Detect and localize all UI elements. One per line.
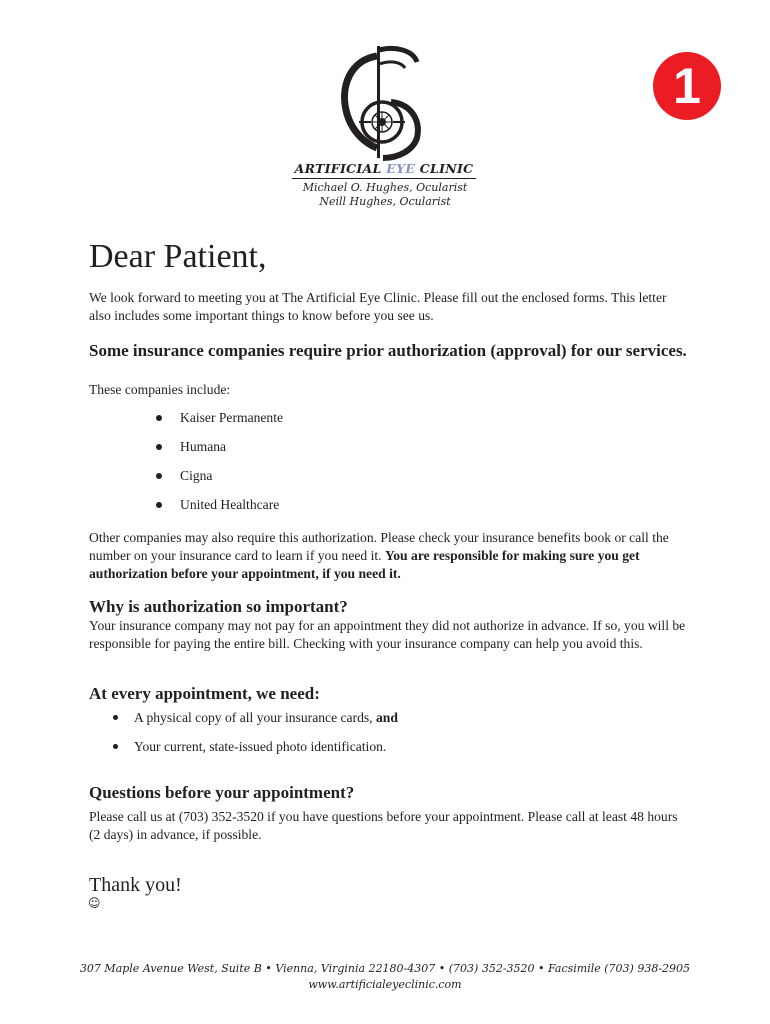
clinic-name-part3: CLINIC: [415, 161, 474, 176]
companies-intro: These companies include:: [89, 382, 231, 397]
authorization-heading: Some insurance companies require prior authorization (approval) for our services.: [89, 341, 687, 360]
other-companies-paragraph: [89, 529, 689, 583]
insurance-company-list: [180, 409, 283, 525]
clinic-logo: [333, 42, 425, 162]
list-item: [134, 709, 398, 738]
needs-heading: At every appointment, we need:: [89, 684, 320, 703]
footer-address: 307 Maple Avenue West, Suite B • Vienna, Virginia 22180-4307 • (703) 352-3520 • Facsimile (703) 938-2905: [79, 962, 691, 975]
why-paragraph: Your insurance company may not pay for an appointment they did not authorize in advance. If so, you will be responsible for paying the entire bill. Checking with your insurance company can help you avoid this.: [89, 618, 686, 651]
ocularist-name-2: Neill Hughes, Ocularist: [319, 195, 451, 208]
other-companies-text: Other companies may also require this authorization. Please check your insurance benefits book or call the number on your insurance card to learn if you need it.: [89, 530, 669, 563]
need-1-and: and: [375, 710, 398, 725]
intro-paragraph: We look forward to meeting you at The Artificial Eye Clinic. Please fill out the enclosed forms. This letter also includes some important things to know before you see us.: [89, 290, 667, 323]
ocularist-name-1: Michael O. Hughes, Ocularist: [302, 181, 468, 194]
list-item: Kaiser Permanente: [180, 409, 283, 438]
footer-website: www.artificialeyeclinic.com: [308, 978, 462, 991]
need-1-text: A physical copy of all your insurance cards,: [134, 710, 376, 725]
list-item: Your current, state-issued photo identification.: [134, 738, 398, 767]
list-item: United Healthcare: [180, 496, 283, 525]
questions-paragraph: Please call us at (703) 352-3520 if you have questions before your appointment. Please call at least 48 hours (2 days) in advance, if possible.: [89, 809, 678, 842]
list-item: Humana: [180, 438, 283, 467]
clinic-name: [292, 161, 476, 176]
list-item: Cigna: [180, 467, 283, 496]
responsibility-note: You are responsible for making sure you get authorization before your appointment, if you need it.: [89, 548, 640, 581]
thank-you: Thank you!: [89, 874, 182, 896]
eye-logo-icon: [333, 42, 425, 162]
clinic-name-part1: ARTIFICIAL: [294, 161, 387, 176]
why-heading: Why is authorization so important?: [89, 597, 348, 616]
smiley-icon: ☺: [88, 896, 101, 910]
questions-heading: Questions before your appointment?: [89, 783, 355, 802]
appointment-needs-list: [134, 709, 398, 767]
clinic-name-eye: EYE: [386, 161, 416, 176]
page-number-badge: 1: [653, 52, 721, 120]
greeting: Dear Patient,: [89, 238, 267, 275]
clinic-name-rule: [292, 178, 476, 179]
